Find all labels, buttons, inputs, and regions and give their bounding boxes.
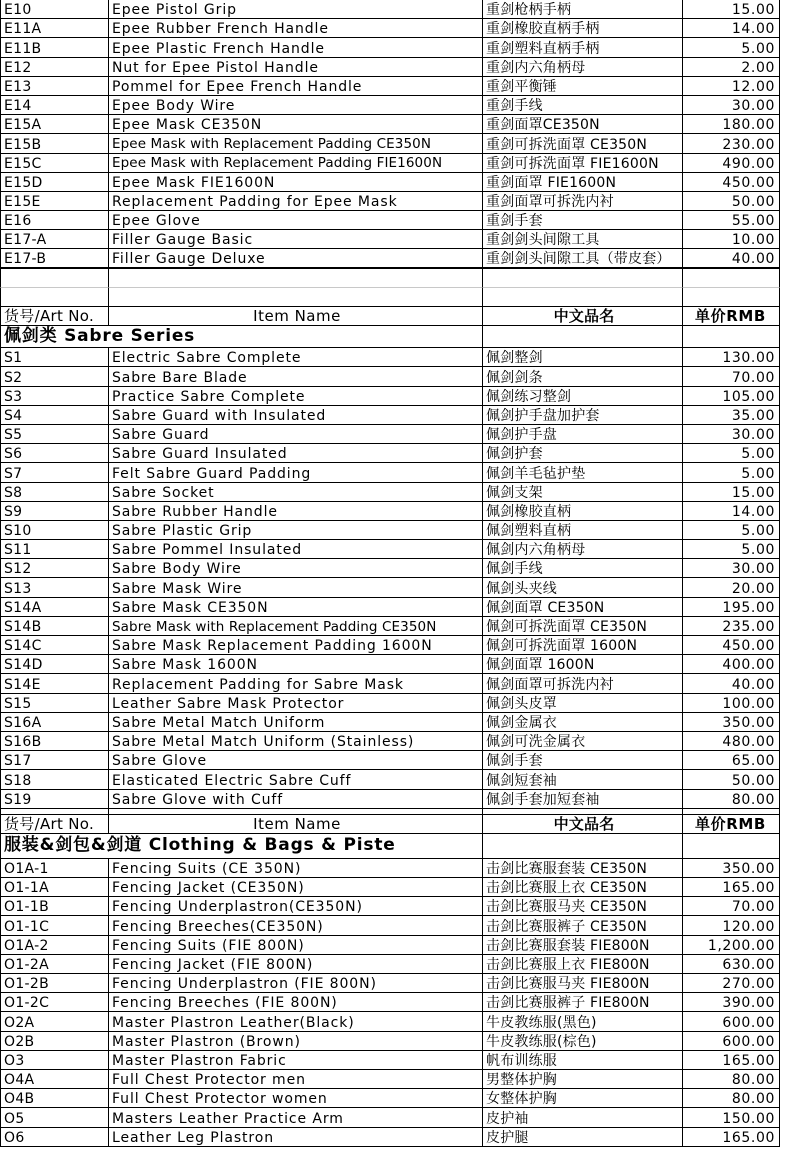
table-row	[0, 1128, 786, 1147]
item-chinese-name: 佩剑塑料直柄	[483, 521, 683, 540]
item-chinese-name: 佩剑护手盘加护套	[483, 406, 683, 425]
item-name: Sabre Metal Match Uniform	[109, 713, 483, 732]
item-name: Epee Mask with Replacement Padding CE350N	[109, 134, 483, 153]
item-name: Sabre Mask Replacement Padding 1600N	[109, 636, 483, 655]
item-price: 150.00	[683, 1108, 780, 1127]
item-name: Pommel for Epee French Handle	[109, 77, 483, 96]
item-chinese-name: 击剑比赛服裤子 FIE800N	[483, 993, 683, 1012]
table-row	[0, 897, 786, 916]
item-chinese-name: 佩剑面罩可拆洗内衬	[483, 674, 683, 693]
item-code: S15	[0, 694, 109, 713]
table-row	[0, 192, 786, 211]
table-row	[0, 559, 786, 578]
item-code: S11	[0, 540, 109, 559]
item-price: 350.00	[683, 859, 780, 878]
item-price: 270.00	[683, 974, 780, 993]
item-code: S19	[0, 790, 109, 809]
item-name: Fencing Suits (CE 350N)	[109, 859, 483, 878]
column-header-row	[0, 307, 786, 326]
item-code: S8	[0, 483, 109, 502]
section-title-row	[0, 834, 786, 859]
item-name: Fencing Breeches(CE350N)	[109, 916, 483, 935]
item-price: 12.00	[683, 77, 780, 96]
item-chinese-name: 重剑橡胶直柄手柄	[483, 19, 683, 38]
table-row	[0, 77, 786, 96]
item-chinese-name: 重剑剑头间隙工具（带皮套）	[483, 249, 683, 268]
item-price: 1,200.00	[683, 936, 780, 955]
table-row	[0, 955, 786, 974]
item-code: E12	[0, 58, 109, 77]
item-code: E17-A	[0, 230, 109, 249]
item-chinese-name: 佩剑手套加短套袖	[483, 790, 683, 809]
item-chinese-name: 击剑比赛服上衣 CE350N	[483, 878, 683, 897]
item-name: Master Plastron Fabric	[109, 1051, 483, 1070]
item-price: 15.00	[683, 483, 780, 502]
item-chinese-name: 佩剑剑条	[483, 367, 683, 386]
table-row	[0, 936, 786, 955]
item-name: Fencing Jacket (FIE 800N)	[109, 955, 483, 974]
table-row	[0, 598, 786, 617]
item-name: Practice Sabre Complete	[109, 387, 483, 406]
blank-spacer-row	[0, 269, 786, 288]
item-code: E15C	[0, 154, 109, 173]
item-name: Sabre Guard with Insulated	[109, 406, 483, 425]
item-code: O1A-1	[0, 859, 109, 878]
item-chinese-name: 牛皮教练服(黑色)	[483, 1012, 683, 1031]
item-code: S14B	[0, 617, 109, 636]
item-name: Epee Mask FIE1600N	[109, 173, 483, 192]
table-row	[0, 694, 786, 713]
header-item-name: Item Name	[109, 307, 483, 326]
item-price: 70.00	[683, 367, 780, 386]
item-code: S14C	[0, 636, 109, 655]
item-code: O4B	[0, 1089, 109, 1108]
item-chinese-name: 重剑面罩CE350N	[483, 115, 683, 134]
item-price: 165.00	[683, 1051, 780, 1070]
item-name: Fencing Breeches (FIE 800N)	[109, 993, 483, 1012]
item-name: Replacement Padding for Epee Mask	[109, 192, 483, 211]
item-code: E13	[0, 77, 109, 96]
item-price: 2.00	[683, 58, 780, 77]
table-row	[0, 617, 786, 636]
item-name: Fencing Underplastron (FIE 800N)	[109, 974, 483, 993]
item-chinese-name: 击剑比赛服套装 FIE800N	[483, 936, 683, 955]
item-price: 600.00	[683, 1032, 780, 1051]
item-name: Sabre Guard	[109, 425, 483, 444]
item-code: O1-1A	[0, 878, 109, 897]
item-price: 14.00	[683, 19, 780, 38]
item-name: Epee Mask with Replacement Padding FIE1600N	[109, 154, 483, 173]
item-chinese-name: 重剑塑料直柄手柄	[483, 38, 683, 57]
table-row	[0, 993, 786, 1012]
table-row	[0, 655, 786, 674]
item-name: Master Plastron (Brown)	[109, 1032, 483, 1051]
item-price: 80.00	[683, 1070, 780, 1089]
item-chinese-name: 牛皮教练服(棕色)	[483, 1032, 683, 1051]
item-name: Sabre Plastic Grip	[109, 521, 483, 540]
blank-spacer-row	[0, 288, 786, 307]
item-price: 165.00	[683, 878, 780, 897]
table-row	[0, 444, 786, 463]
item-code: O2B	[0, 1032, 109, 1051]
item-chinese-name: 击剑比赛服上衣 FIE800N	[483, 955, 683, 974]
item-code: S16A	[0, 713, 109, 732]
item-chinese-name: 击剑比赛服马夹 CE350N	[483, 897, 683, 916]
item-chinese-name: 男整体护胸	[483, 1070, 683, 1089]
item-chinese-name: 重剑面罩 FIE1600N	[483, 173, 683, 192]
item-code: E14	[0, 96, 109, 115]
item-code: S4	[0, 406, 109, 425]
item-price: 180.00	[683, 115, 780, 134]
item-name: Sabre Socket	[109, 483, 483, 502]
table-row	[0, 115, 786, 134]
item-price: 20.00	[683, 578, 780, 597]
item-price: 450.00	[683, 636, 780, 655]
epee-table-body	[0, 0, 786, 269]
item-name: Sabre Mask with Replacement Padding CE350N	[109, 617, 483, 636]
item-chinese-name: 重剑枪柄手柄	[483, 0, 683, 19]
table-row	[0, 406, 786, 425]
item-price: 400.00	[683, 655, 780, 674]
clothing-section-title: 服装&剑包&剑道 Clothing & Bags & Piste	[0, 834, 483, 859]
item-name: Sabre Pommel Insulated	[109, 540, 483, 559]
item-chinese-name: 佩剑练习整剑	[483, 387, 683, 406]
item-price: 35.00	[683, 406, 780, 425]
table-row	[0, 674, 786, 693]
item-code: E15E	[0, 192, 109, 211]
item-price: 14.00	[683, 502, 780, 521]
item-price: 80.00	[683, 1089, 780, 1108]
item-name: Leather Leg Plastron	[109, 1128, 483, 1147]
item-price: 50.00	[683, 770, 780, 789]
item-code: E15B	[0, 134, 109, 153]
item-name: Epee Rubber French Handle	[109, 19, 483, 38]
item-chinese-name: 佩剑面罩 1600N	[483, 655, 683, 674]
table-row	[0, 1070, 786, 1089]
item-chinese-name: 击剑比赛服套装 CE350N	[483, 859, 683, 878]
table-row	[0, 732, 786, 751]
item-price: 630.00	[683, 955, 780, 974]
item-price: 40.00	[683, 249, 780, 268]
item-code: S5	[0, 425, 109, 444]
item-name: Masters Leather Practice Arm	[109, 1108, 483, 1127]
table-row	[0, 348, 786, 367]
table-row	[0, 249, 786, 268]
item-name: Full Chest Protector men	[109, 1070, 483, 1089]
table-row	[0, 751, 786, 770]
table-row	[0, 521, 786, 540]
item-price: 235.00	[683, 617, 780, 636]
table-row	[0, 58, 786, 77]
item-name: Sabre Rubber Handle	[109, 502, 483, 521]
item-chinese-name: 佩剑护套	[483, 444, 683, 463]
item-price: 5.00	[683, 540, 780, 559]
item-price: 120.00	[683, 916, 780, 935]
item-code: O1-1C	[0, 916, 109, 935]
header-price: 单价RMB	[683, 815, 780, 834]
table-row	[0, 134, 786, 153]
item-chinese-name: 佩剑支架	[483, 483, 683, 502]
item-price: 165.00	[683, 1128, 780, 1147]
table-row	[0, 916, 786, 935]
item-chinese-name: 皮护腿	[483, 1128, 683, 1147]
item-code: O1-2B	[0, 974, 109, 993]
clothing-table-body	[0, 859, 786, 1147]
item-code: O1-1B	[0, 897, 109, 916]
table-row	[0, 859, 786, 878]
item-chinese-name: 佩剑可拆洗面罩 1600N	[483, 636, 683, 655]
item-price: 50.00	[683, 192, 780, 211]
item-code: E11A	[0, 19, 109, 38]
item-chinese-name: 击剑比赛服裤子 CE350N	[483, 916, 683, 935]
table-row	[0, 974, 786, 993]
item-chinese-name: 重剑内六角柄母	[483, 58, 683, 77]
item-name: Full Chest Protector women	[109, 1089, 483, 1108]
item-price: 15.00	[683, 0, 780, 19]
header-code: 货号/Art No.	[0, 307, 109, 326]
item-name: Electric Sabre Complete	[109, 348, 483, 367]
item-price: 390.00	[683, 993, 780, 1012]
item-code: S3	[0, 387, 109, 406]
item-price: 350.00	[683, 713, 780, 732]
table-row	[0, 770, 786, 789]
table-row	[0, 0, 786, 19]
table-row	[0, 154, 786, 173]
item-chinese-name: 佩剑护手盘	[483, 425, 683, 444]
item-code: E17-B	[0, 249, 109, 268]
item-price: 480.00	[683, 732, 780, 751]
header-item-name: Item Name	[109, 815, 483, 834]
table-row	[0, 1108, 786, 1127]
item-code: S13	[0, 578, 109, 597]
sabre-table-body	[0, 348, 786, 809]
item-code: O1-2C	[0, 993, 109, 1012]
item-chinese-name: 重剑面罩可拆洗内衬	[483, 192, 683, 211]
table-row	[0, 1089, 786, 1108]
item-code: S17	[0, 751, 109, 770]
item-price: 5.00	[683, 444, 780, 463]
item-code: S16B	[0, 732, 109, 751]
header-chinese-name: 中文品名	[483, 815, 683, 834]
item-code: O4A	[0, 1070, 109, 1089]
item-price: 40.00	[683, 674, 780, 693]
table-row	[0, 425, 786, 444]
item-code: S14E	[0, 674, 109, 693]
item-name: Sabre Glove with Cuff	[109, 790, 483, 809]
header-price: 单价RMB	[683, 307, 780, 326]
item-name: Fencing Jacket (CE350N)	[109, 878, 483, 897]
item-name: Epee Pistol Grip	[109, 0, 483, 19]
item-chinese-name: 佩剑手线	[483, 559, 683, 578]
item-code: O1-2A	[0, 955, 109, 974]
item-name: Sabre Mask 1600N	[109, 655, 483, 674]
item-name: Epee Plastic French Handle	[109, 38, 483, 57]
item-chinese-name: 佩剑内六角柄母	[483, 540, 683, 559]
item-chinese-name: 佩剑羊毛毡护垫	[483, 463, 683, 482]
item-price: 130.00	[683, 348, 780, 367]
table-row	[0, 1032, 786, 1051]
item-name: Sabre Bare Blade	[109, 367, 483, 386]
item-code: E11B	[0, 38, 109, 57]
table-row	[0, 211, 786, 230]
table-row	[0, 96, 786, 115]
item-name: Filler Gauge Basic	[109, 230, 483, 249]
item-chinese-name: 佩剑橡胶直柄	[483, 502, 683, 521]
item-chinese-name: 重剑手线	[483, 96, 683, 115]
table-row	[0, 463, 786, 482]
table-row	[0, 173, 786, 192]
item-code: S12	[0, 559, 109, 578]
header-code: 货号/Art No.	[0, 815, 109, 834]
section-title-row	[0, 326, 786, 348]
item-price: 30.00	[683, 425, 780, 444]
table-row	[0, 578, 786, 597]
item-chinese-name: 佩剑金属衣	[483, 713, 683, 732]
item-chinese-name: 重剑手套	[483, 211, 683, 230]
table-row	[0, 387, 786, 406]
item-name: Leather Sabre Mask Protector	[109, 694, 483, 713]
table-row	[0, 790, 786, 809]
header-chinese-name: 中文品名	[483, 307, 683, 326]
item-price: 100.00	[683, 694, 780, 713]
item-name: Sabre Glove	[109, 751, 483, 770]
item-price: 5.00	[683, 38, 780, 57]
item-chinese-name: 佩剑短套袖	[483, 770, 683, 789]
item-price: 55.00	[683, 211, 780, 230]
table-row	[0, 367, 786, 386]
item-chinese-name: 佩剑可洗金属衣	[483, 732, 683, 751]
item-name: Epee Mask CE350N	[109, 115, 483, 134]
item-price: 30.00	[683, 559, 780, 578]
item-price: 490.00	[683, 154, 780, 173]
table-row	[0, 502, 786, 521]
item-chinese-name: 女整体护胸	[483, 1089, 683, 1108]
table-row	[0, 878, 786, 897]
item-code: S10	[0, 521, 109, 540]
item-price: 5.00	[683, 521, 780, 540]
item-code: O2A	[0, 1012, 109, 1031]
item-chinese-name: 重剑可拆洗面罩 FIE1600N	[483, 154, 683, 173]
item-code: O1A-2	[0, 936, 109, 955]
item-code: E15A	[0, 115, 109, 134]
item-code: O6	[0, 1128, 109, 1147]
item-chinese-name: 帆布训练服	[483, 1051, 683, 1070]
column-header-row	[0, 815, 786, 834]
item-name: Master Plastron Leather(Black)	[109, 1012, 483, 1031]
table-row	[0, 713, 786, 732]
item-name: Felt Sabre Guard Padding	[109, 463, 483, 482]
sabre-section-title: 佩剑类 Sabre Series	[0, 326, 483, 348]
item-price: 105.00	[683, 387, 780, 406]
item-code: S18	[0, 770, 109, 789]
item-name: Epee Glove	[109, 211, 483, 230]
item-code: E10	[0, 0, 109, 19]
item-chinese-name: 佩剑头夹线	[483, 578, 683, 597]
item-chinese-name: 佩剑整剑	[483, 348, 683, 367]
table-row	[0, 636, 786, 655]
item-price: 30.00	[683, 96, 780, 115]
item-code: S2	[0, 367, 109, 386]
item-code: E15D	[0, 173, 109, 192]
item-code: S14A	[0, 598, 109, 617]
item-name: Sabre Mask CE350N	[109, 598, 483, 617]
item-price: 5.00	[683, 463, 780, 482]
item-price: 70.00	[683, 897, 780, 916]
item-code: O3	[0, 1051, 109, 1070]
item-code: S14D	[0, 655, 109, 674]
item-code: O5	[0, 1108, 109, 1127]
table-row	[0, 19, 786, 38]
item-chinese-name: 重剑平衡锤	[483, 77, 683, 96]
table-row	[0, 1051, 786, 1070]
item-name: Epee Body Wire	[109, 96, 483, 115]
table-row	[0, 483, 786, 502]
item-chinese-name: 佩剑面罩 CE350N	[483, 598, 683, 617]
item-chinese-name: 重剑可拆洗面罩 CE350N	[483, 134, 683, 153]
item-chinese-name: 佩剑手套	[483, 751, 683, 770]
item-name: Sabre Guard Insulated	[109, 444, 483, 463]
item-name: Filler Gauge Deluxe	[109, 249, 483, 268]
item-price: 600.00	[683, 1012, 780, 1031]
table-row	[0, 1012, 786, 1031]
item-chinese-name: 重剑剑头间隙工具	[483, 230, 683, 249]
item-name: Nut for Epee Pistol Handle	[109, 58, 483, 77]
item-code: S7	[0, 463, 109, 482]
item-code: E16	[0, 211, 109, 230]
item-chinese-name: 皮护袖	[483, 1108, 683, 1127]
item-price: 450.00	[683, 173, 780, 192]
item-name: Fencing Underplastron(CE350N)	[109, 897, 483, 916]
item-chinese-name: 击剑比赛服马夹 FIE800N	[483, 974, 683, 993]
table-row	[0, 230, 786, 249]
item-price: 80.00	[683, 790, 780, 809]
item-price: 65.00	[683, 751, 780, 770]
item-name: Sabre Metal Match Uniform (Stainless)	[109, 732, 483, 751]
item-code: S6	[0, 444, 109, 463]
item-chinese-name: 佩剑头皮罩	[483, 694, 683, 713]
item-name: Sabre Mask Wire	[109, 578, 483, 597]
item-price: 10.00	[683, 230, 780, 249]
table-row	[0, 540, 786, 559]
item-chinese-name: 佩剑可拆洗面罩 CE350N	[483, 617, 683, 636]
item-name: Sabre Body Wire	[109, 559, 483, 578]
item-price: 195.00	[683, 598, 780, 617]
item-code: S1	[0, 348, 109, 367]
item-name: Elasticated Electric Sabre Cuff	[109, 770, 483, 789]
item-price: 230.00	[683, 134, 780, 153]
table-row	[0, 38, 786, 57]
item-name: Fencing Suits (FIE 800N)	[109, 936, 483, 955]
item-name: Replacement Padding for Sabre Mask	[109, 674, 483, 693]
item-code: S9	[0, 502, 109, 521]
